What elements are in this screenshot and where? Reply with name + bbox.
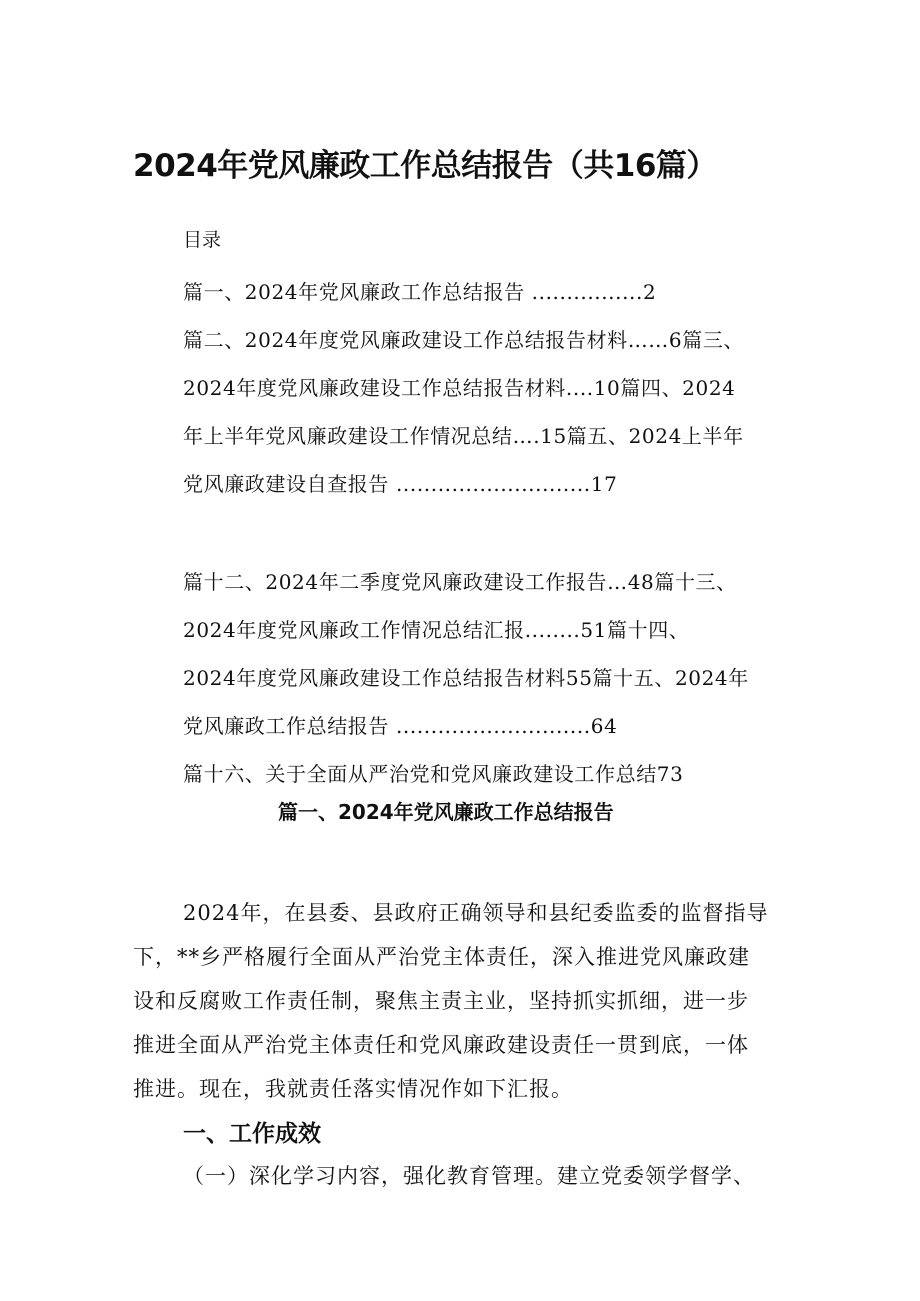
toc-line: 篇十六、关于全面从严治党和党风廉政建设工作总结73	[183, 762, 684, 786]
document-title: 2024年党风廉政工作总结报告（共16篇）	[133, 148, 717, 184]
section-title: 篇一、2024年党风廉政工作总结报告	[278, 800, 614, 824]
paragraph-line: 2024年，在县委、县政府正确领导和县纪委监委的监督指导	[183, 901, 769, 925]
paragraph-line: 推进。现在，我就责任落实情况作如下汇报。	[133, 1077, 573, 1101]
paragraph-line: 设和反腐败工作责任制，聚焦主责主业，坚持抓实抓细，进一步	[133, 989, 749, 1013]
toc-line: 党风廉政工作总结报告 ............................64	[183, 714, 618, 738]
toc-heading: 目录	[183, 229, 222, 251]
paragraph-line: 推进全面从严治党主体责任和党风廉政建设责任一贯到底，一体	[133, 1033, 749, 1057]
toc-line: 2024年度党风廉政建设工作总结报告材料55篇十五、2024年	[183, 666, 749, 690]
toc-line: 篇十二、2024年二季度党风廉政建设工作报告…48篇十三、	[183, 570, 737, 594]
toc-line: 党风廉政建设自查报告 ............................17	[183, 472, 618, 496]
toc-line: 2024年度党风廉政建设工作总结报告材料....10篇四、2024	[183, 376, 736, 400]
toc-line: 篇二、2024年度党风廉政建设工作总结报告材料……6篇三、	[183, 328, 745, 352]
heading-work-results: 一、工作成效	[183, 1121, 321, 1147]
toc-line: 篇一、2024年党风廉政工作总结报告 ................2	[183, 280, 657, 304]
paragraph-line: 下，**乡严格履行全面从严治党主体责任，深入推进党风廉政建	[133, 945, 750, 969]
subheading-line: （一）深化学习内容，强化教育管理。建立党委领学督学、	[183, 1164, 755, 1188]
toc-line: 2024年度党风廉政工作情况总结汇报........51篇十四、	[183, 618, 690, 642]
toc-line: 年上半年党风廉政建设工作情况总结….15篇五、2024上半年	[183, 424, 744, 448]
